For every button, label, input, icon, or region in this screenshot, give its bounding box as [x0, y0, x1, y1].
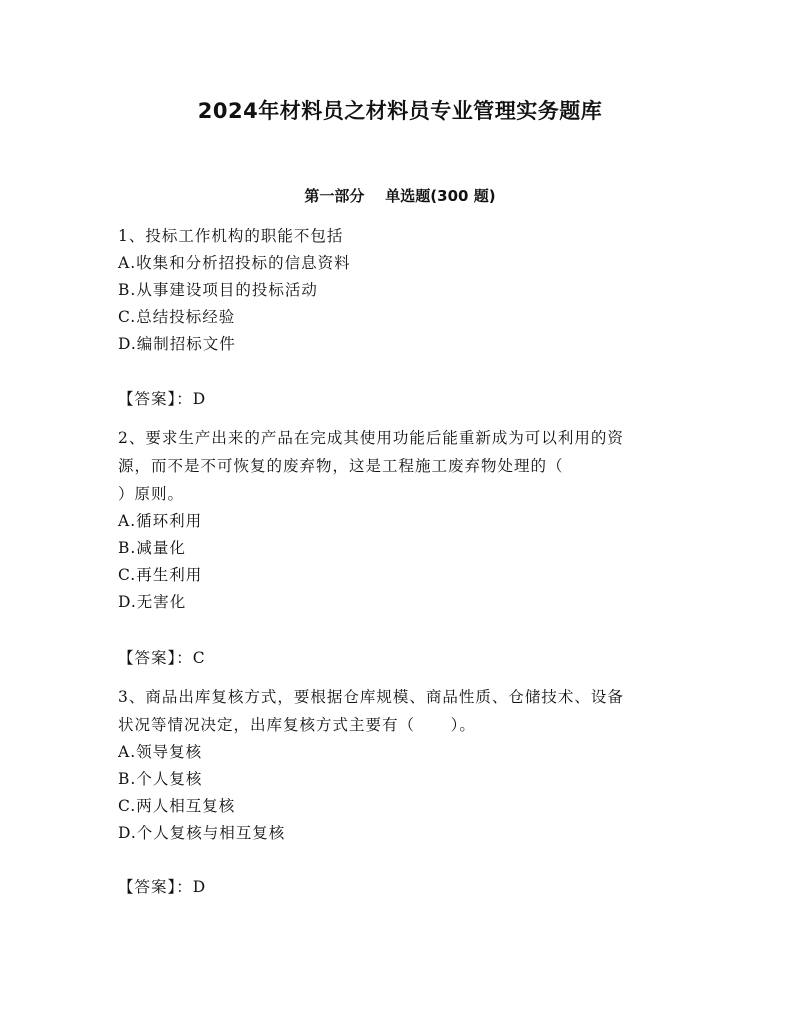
question-2-stem-line-2: 源，而不是不可恢复的废弃物，这是工程施工废弃物处理的（ [118, 457, 564, 475]
question-1-option-c: C.总结投标经验 [118, 308, 236, 326]
question-2-option-c: C.再生利用 [118, 566, 203, 584]
question-2-stem-line-1: 2、要求生产出来的产品在完成其使用功能后能重新成为可以利用的资 [118, 429, 624, 447]
question-2-option-a: A.循环利用 [118, 512, 203, 530]
question-2-answer: 【答案】：C [118, 649, 206, 667]
question-1-option-a: A.收集和分析招投标的信息资料 [118, 254, 351, 272]
question-3-option-a: A.领导复核 [118, 743, 203, 761]
question-1-option-d: D.编制招标文件 [118, 335, 236, 353]
question-2-stem-line-3: ）原则。 [118, 485, 185, 503]
question-2-option-b: B.减量化 [118, 539, 186, 557]
question-3-option-b: B.个人复核 [118, 770, 203, 788]
question-3-option-c: C.两人相互复核 [118, 797, 236, 815]
question-3-stem-line-1: 3、商品出库复核方式，要根据仓库规模、商品性质、仓储技术、设备 [118, 688, 624, 706]
section-title: 第一部分 单选题(300 题) [304, 187, 496, 205]
question-3-answer: 【答案】：D [118, 878, 207, 896]
question-1-option-b: B.从事建设项目的投标活动 [118, 281, 318, 299]
question-3-option-d: D.个人复核与相互复核 [118, 824, 286, 842]
document-title: 2024年材料员之材料员专业管理实务题库 [197, 99, 603, 123]
question-2-option-d: D.无害化 [118, 593, 187, 611]
question-3-stem-line-2: 状况等情况决定，出库复核方式主要有（ ）。 [118, 716, 476, 734]
question-1-answer: 【答案】：D [118, 390, 207, 408]
question-1-stem-line-1: 1、投标工作机构的职能不包括 [118, 227, 344, 245]
